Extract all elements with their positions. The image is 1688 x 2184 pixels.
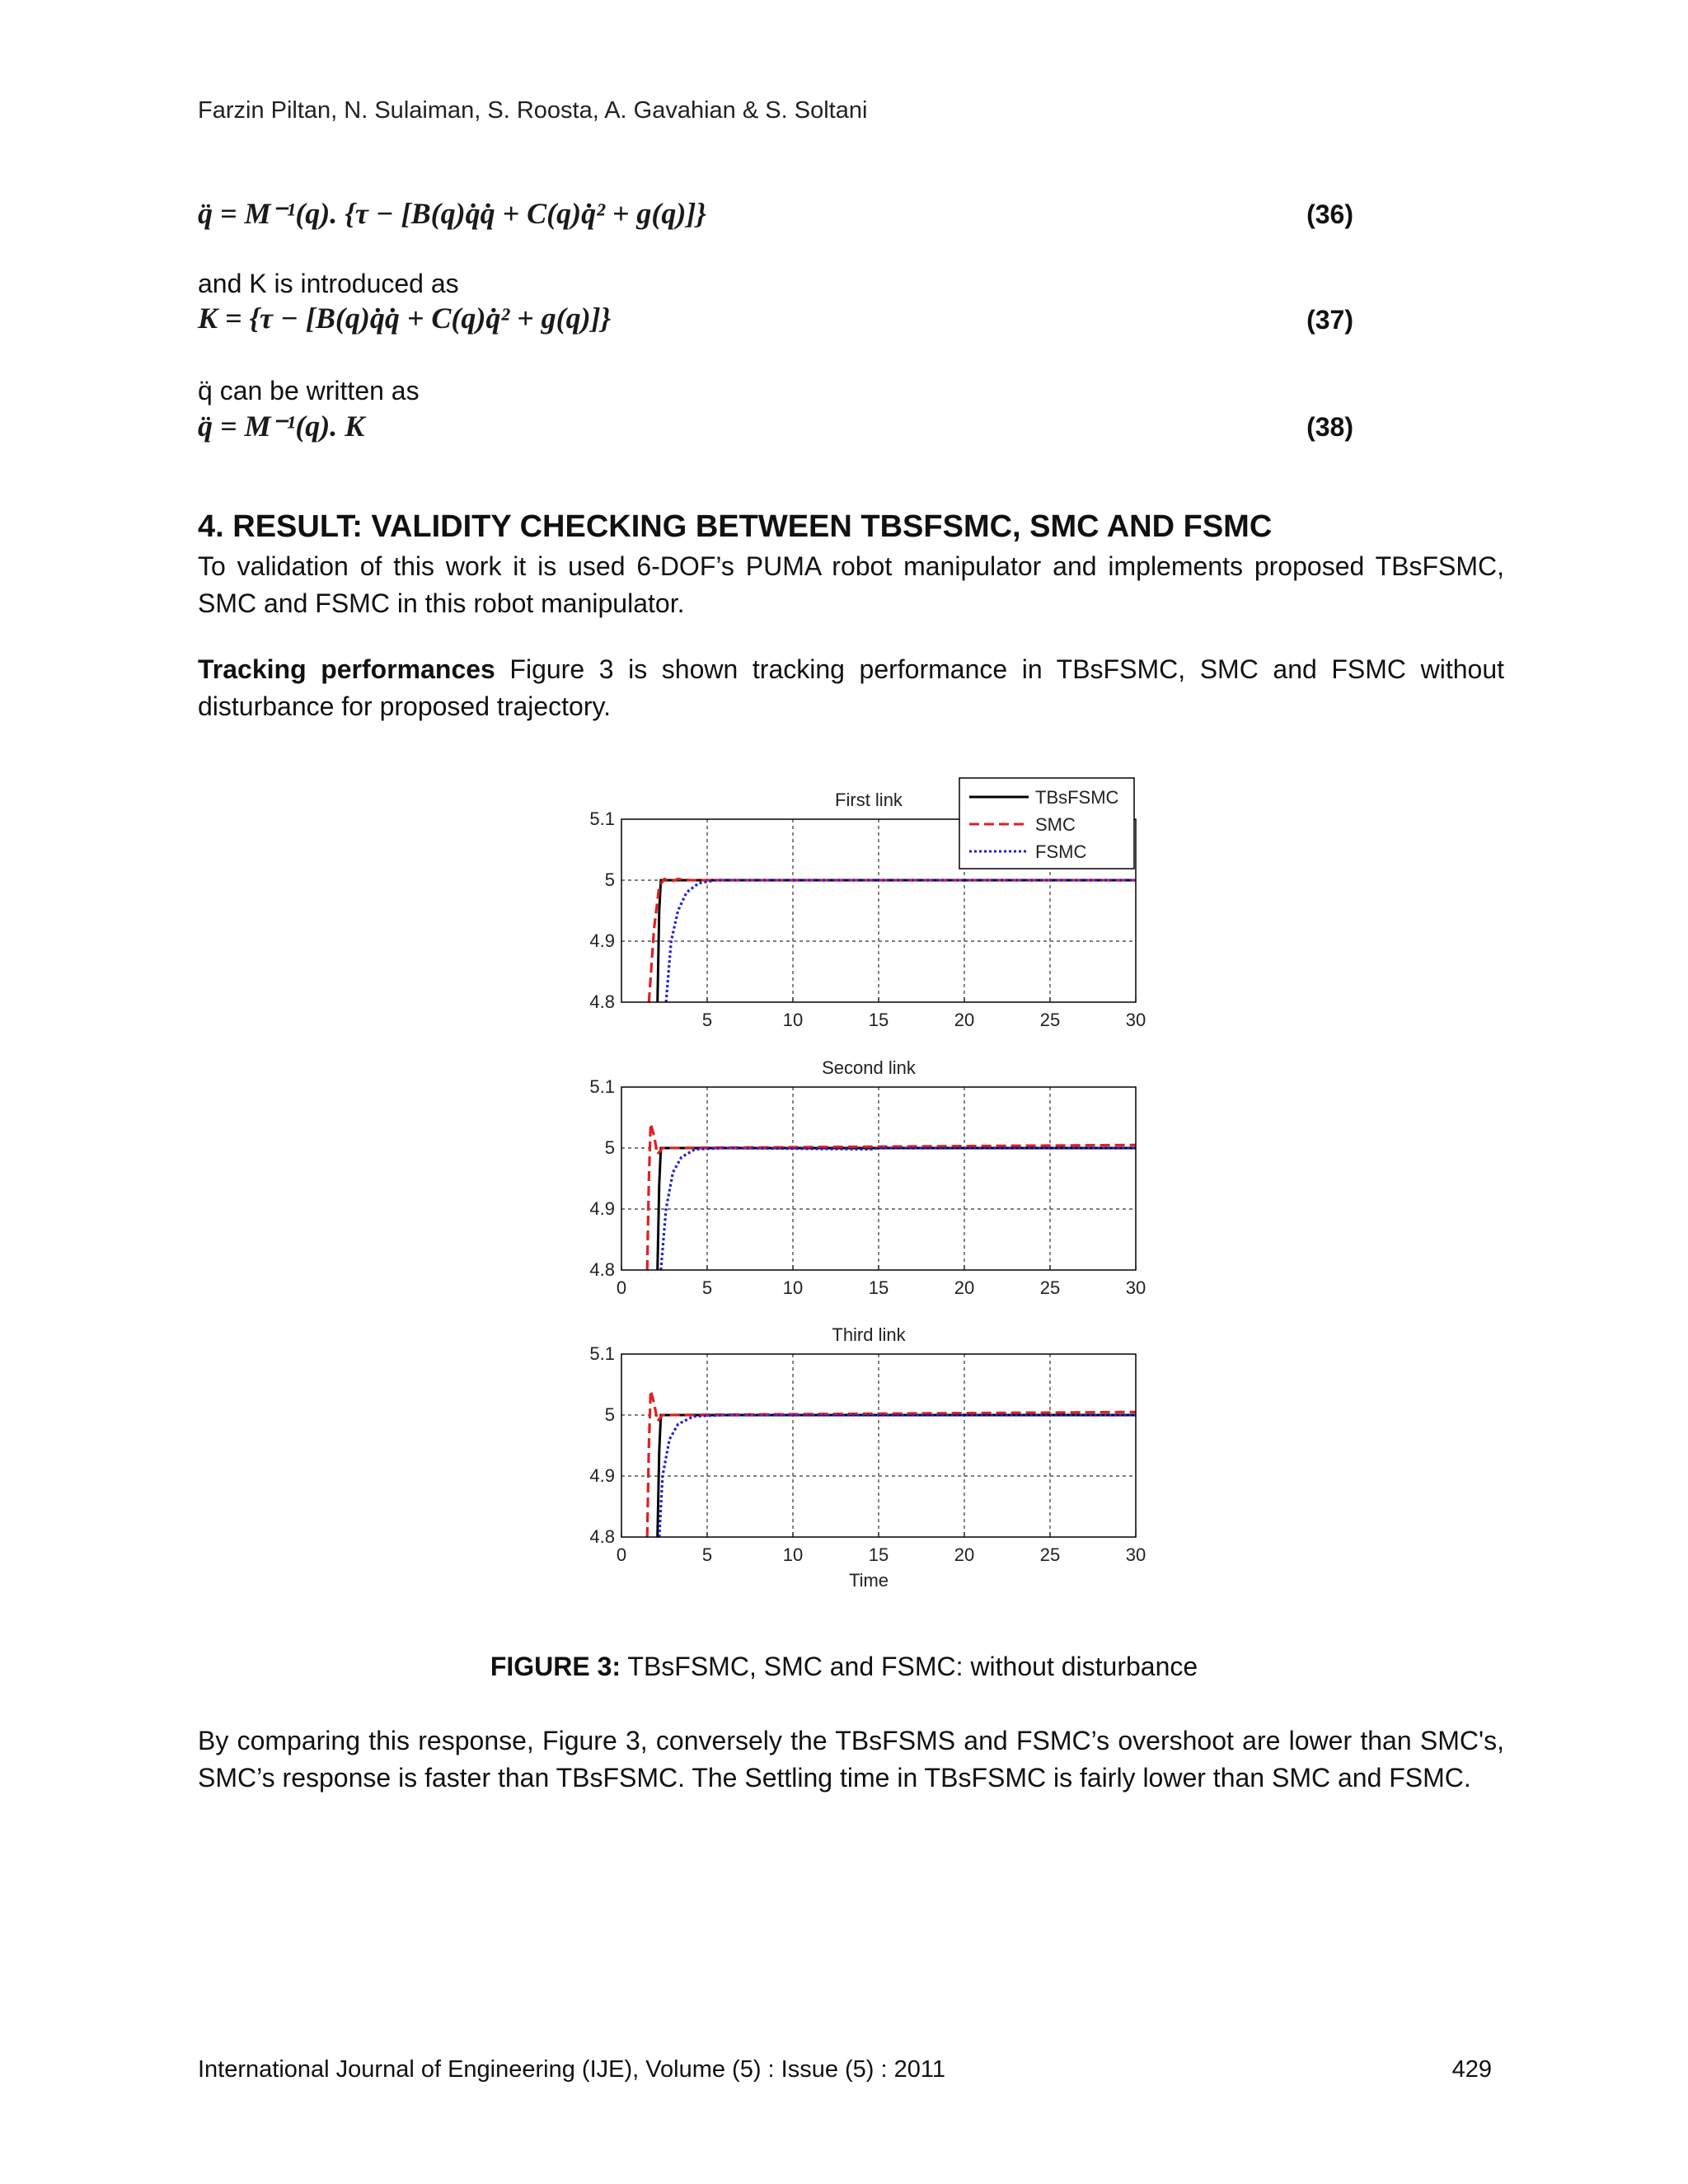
footer-journal: International Journal of Engineering (IJE), Volume (5) : Issue (5) : 2011 <box>198 2056 946 2083</box>
figure-3-chart <box>569 771 1162 1595</box>
equation-36: q̈ = M⁻¹(q). {τ − [B(q)q̇q̇ + C(q)q̇² + g(q)]} <box>198 197 706 230</box>
chart-2-tick-label-y: 4.8 <box>589 1259 615 1280</box>
chart-1-tick-label-x: 25 <box>1039 1010 1061 1030</box>
chart-3-xlabel: Time <box>848 1570 889 1591</box>
figure-caption <box>0 1652 1688 1682</box>
chart-1-tick-label-y: 4.9 <box>589 930 615 951</box>
chart-1-tick-label-x: 15 <box>868 1010 889 1030</box>
equation-37: K = {τ − [B(q)q̇q̇ + C(q)q̇² + g(q)]} <box>198 302 612 335</box>
chart-3-series-smc <box>647 1390 1136 1537</box>
paragraph-body: Figure 3 is shown tracking performance in TBsFSMC, SMC and FSMC without disturbance for proposed trajectory. <box>198 654 1505 721</box>
chart-2-tick-label-x: 30 <box>1125 1277 1146 1298</box>
chart-1-tick-label-x: 5 <box>701 1010 713 1030</box>
chart-3-tick-label-x: 30 <box>1125 1544 1146 1565</box>
chart-3-tick-label-y: 4.8 <box>589 1526 615 1547</box>
equation-number-38: (38) <box>1306 412 1353 442</box>
chart-1-series-smc <box>649 879 1136 1003</box>
equation-38: q̈ = M⁻¹(q). K <box>198 410 365 443</box>
chart-3-tick-label-x: 0 <box>616 1544 627 1565</box>
figure-caption-text: TBsFSMC, SMC and FSMC: without disturbance <box>621 1652 1198 1681</box>
paragraph-lead-in: Tracking performances <box>198 654 495 684</box>
equation-number-37: (37) <box>1306 305 1353 335</box>
chart-3-tick-label-x: 5 <box>701 1544 713 1565</box>
section-paragraph-1: To validation of this work it is used 6-DOF’s PUMA robot manipulator and implements proposed TBsFSMC, SMC and FSMC in this robot manipulator. <box>198 551 1504 618</box>
chart-2-series-smc <box>647 1123 1136 1270</box>
chart-1-tick-label-y: 5 <box>604 869 615 890</box>
chart-1-legend-label-tbsfsmc: TBsFSMC <box>1035 787 1119 808</box>
closing-paragraph: By comparing this response, Figure 3, conversely the TBsFSMS and FSMC’s overshoot are lower than SMC's, SMC’s response is faster than TBsFSMC. The Settling time in TBsFSMC is fairly lower than SMC and FSMC. <box>198 1726 1504 1793</box>
chart-2-tick-label-x: 15 <box>868 1277 889 1298</box>
equation-38-intro: q̈ can be written as <box>198 376 420 405</box>
chart-1-tick-label-x: 20 <box>954 1010 975 1030</box>
chart-1-legend-label-smc: SMC <box>1035 814 1076 835</box>
running-header: Farzin Piltan, N. Sulaiman, S. Roosta, A. Gavahian & S. Soltani <box>198 97 868 124</box>
chart-2-tick-label-x: 0 <box>616 1277 627 1298</box>
chart-3-tick-label-x: 15 <box>868 1544 889 1565</box>
chart-1-title: First link <box>835 790 903 810</box>
chart-2-tick-label-y: 5 <box>604 1137 615 1158</box>
chart-3-tick-label-y: 5.1 <box>589 1343 615 1364</box>
chart-2-tick-label-y: 5.1 <box>589 1076 615 1097</box>
chart-3-tick-label-y: 5 <box>604 1404 615 1425</box>
chart-3-tick-label-x: 25 <box>1039 1544 1061 1565</box>
figure-caption-label: FIGURE 3: <box>490 1652 621 1681</box>
equation-number-36: (36) <box>1306 199 1353 229</box>
chart-3-title: Third link <box>832 1324 906 1345</box>
chart-3-tick-label-y: 4.9 <box>589 1465 615 1486</box>
chart-1-tick-label-y: 4.8 <box>589 991 615 1012</box>
footer-page-number: 429 <box>1451 2056 1492 2083</box>
chart-2-tick-label-x: 20 <box>954 1277 975 1298</box>
chart-2-title: Second link <box>822 1057 916 1078</box>
chart-1-legend-label-fsmc: FSMC <box>1035 841 1087 862</box>
section-title: 4. RESULT: VALIDITY CHECKING BETWEEN TBSFSMC, SMC AND FSMC <box>198 509 1273 544</box>
chart-1-tick-label-x: 30 <box>1125 1010 1146 1030</box>
chart-1-tick-label-y: 5.1 <box>589 808 615 829</box>
figure-3 <box>569 771 1162 1599</box>
chart-2-tick-label-x: 10 <box>782 1277 804 1298</box>
chart-3-tick-label-x: 20 <box>954 1544 975 1565</box>
chart-2-tick-label-x: 25 <box>1039 1277 1061 1298</box>
section-paragraph-2 <box>198 651 1504 725</box>
equation-37-intro: and K is introduced as <box>198 269 459 298</box>
chart-3-tick-label-x: 10 <box>782 1544 804 1565</box>
chart-1-tick-label-x: 10 <box>782 1010 804 1030</box>
chart-2-tick-label-x: 5 <box>701 1277 713 1298</box>
chart-2-tick-label-y: 4.9 <box>589 1198 615 1219</box>
